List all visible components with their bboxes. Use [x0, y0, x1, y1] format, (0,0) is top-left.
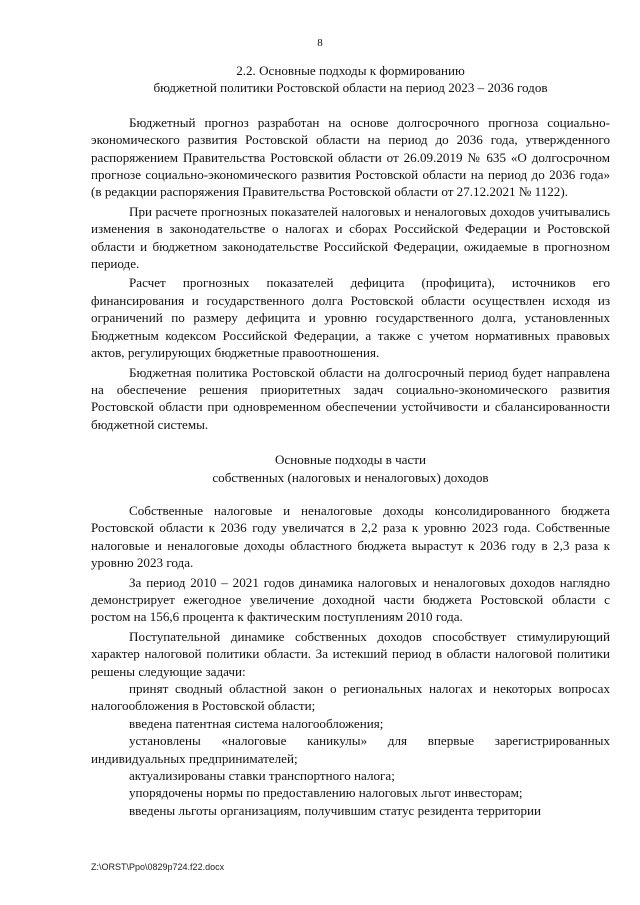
list-item: установлены «налоговые каникулы» для впервые зарегистрированных индивидуальных предпринимателей;: [91, 733, 610, 766]
footer-file-path: Z:\ORST\Ppo\0829p724.f22.docx: [91, 862, 225, 872]
list-item: актуализированы ставки транспортного налога;: [129, 768, 395, 784]
list-item: принят сводный областной закон о региональных налогах и некоторых вопросах налогообложения в Ростовской области;: [91, 681, 610, 714]
paragraph: Собственные налоговые и неналоговые доходы консолидированного бюджета Ростовской области к 2036 году увеличатся в 2,2 раза к уровню 2023 года. Собственные налоговые и неналоговые доходы областного бюджета вырастут к 2036 году в 2,3 раза к уровню 2023 года.: [91, 502, 610, 571]
paragraph: Поступательной динамике собственных доходов способствует стимулирующий характер налоговой политики области. За истекший период в области налоговой политики решены следующие задачи:: [91, 628, 610, 679]
paragraph: При расчете прогнозных показателей налоговых и неналоговых доходов учитывались изменения в законодательстве о налогах и сборах Российской Федерации и Ростовской области и бюджетном законодательстве Российской Федерации, ожидаемые в прогнозном периоде.: [91, 203, 610, 272]
list-item: упорядочены нормы по предоставлению налоговых льгот инвесторам;: [129, 785, 523, 801]
subsection-heading-line: собственных (налоговых и неналоговых) доходов: [212, 469, 489, 485]
section-heading-line: бюджетной политики Ростовской области на период 2023 – 2036 годов: [153, 80, 548, 96]
section-heading-line: 2.2. Основные подходы к формированию: [236, 63, 465, 78]
section-heading: [91, 62, 610, 97]
page-number: 8: [317, 37, 323, 49]
list-item: введены льготы организациям, получившим статус резидента территории: [129, 802, 542, 818]
paragraph: За период 2010 – 2021 годов динамика налоговых и неналоговых доходов наглядно демонстрирует ежегодное увеличение доходной части бюджета Ростовской области с ростом на 156,6 процента к фактическим поступлениям 2010 года.: [91, 574, 610, 625]
page-content: [91, 62, 610, 819]
paragraph: Расчет прогнозных показателей дефицита (профицита), источников его финансирования и государственного долга Ростовской области осуществлен исходя из ограничений по размеру дефицита и уровню государственного долга, установленных Бюджетным кодексом Российской Федерации, а также с учетом нормативных правовых актов, регулирующих бюджетные правоотношения.: [91, 275, 610, 361]
paragraph: Бюджетная политика Ростовской области на долгосрочный период будет направлена на обеспечение решения приоритетных задач социально-экономического развития Ростовской области при одновременном обеспечении устойчивости и сбалансированности бюджетной системы.: [91, 364, 610, 432]
subsection-heading-line: Основные подходы в части: [274, 452, 427, 468]
list-item: введена патентная система налогообложения;: [129, 715, 384, 731]
paragraph: Бюджетный прогноз разработан на основе долгосрочного прогноза социально-экономического развития Ростовской области на период до 2036 года, утвержденного распоряжением Правительства Ростовской области от 26.09.2019 № 635 «О долгосрочном прогнозе социально-экономического развития Ростовской области на период до 2036 года» (в редакции распоряжения Правительства Ростовской области от 27.12.2021 № 1122).: [91, 114, 610, 200]
subsection-heading: [91, 451, 610, 486]
